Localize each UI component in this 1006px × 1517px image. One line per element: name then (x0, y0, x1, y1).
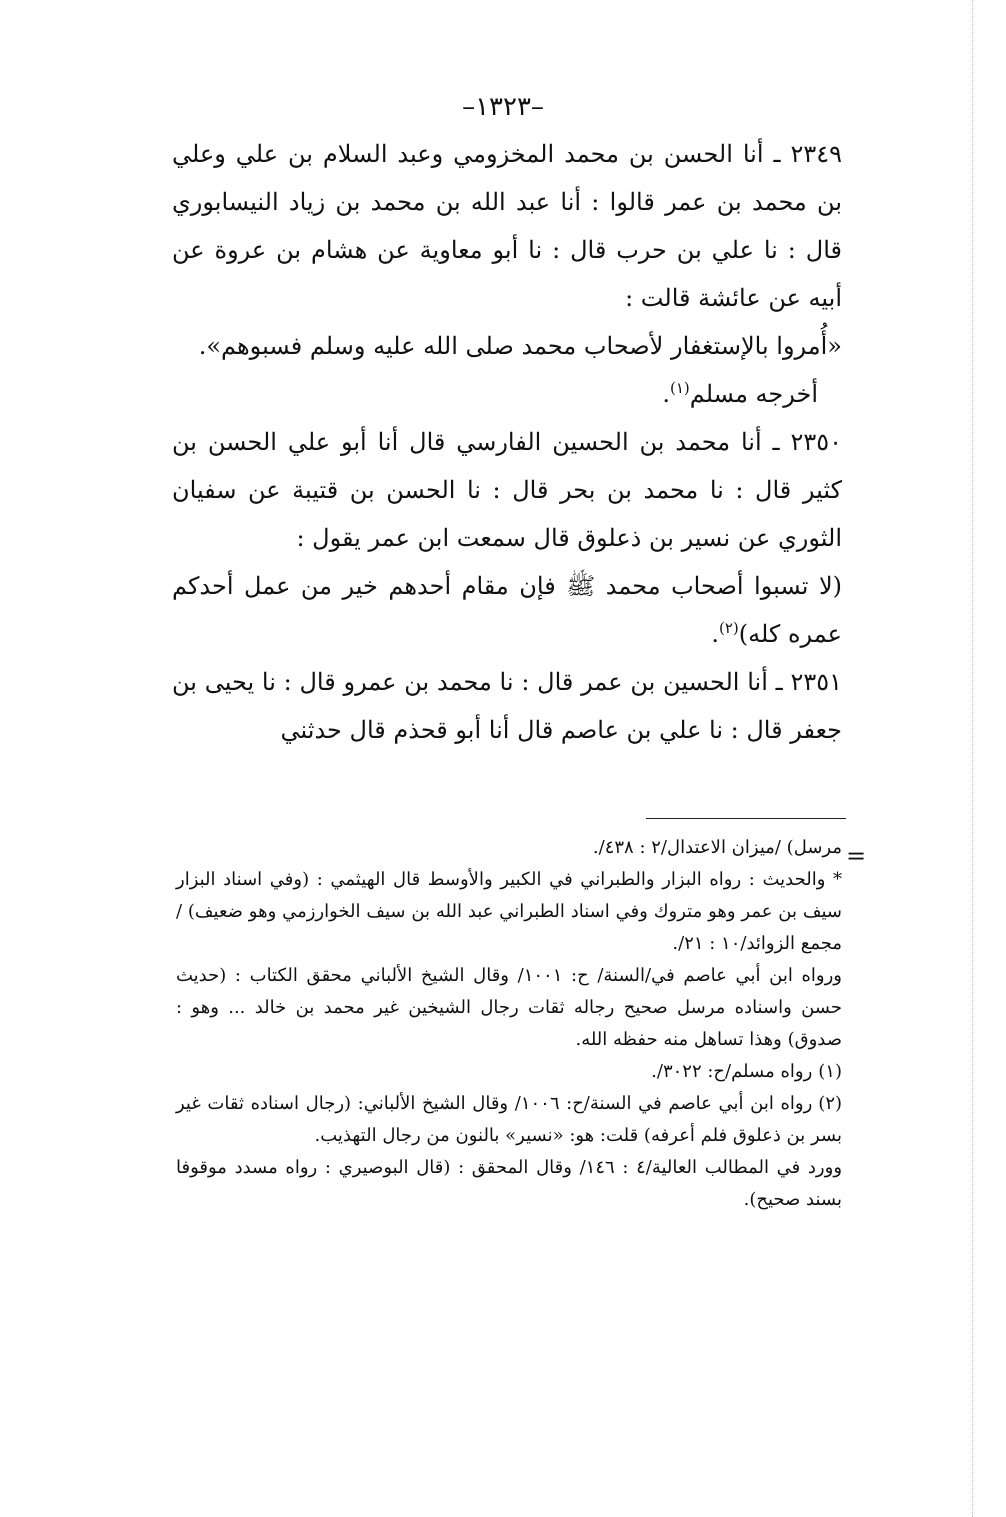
footnote-ref-2[interactable]: (٢) (718, 619, 739, 637)
note-hadith-commentary: * والحديث : رواه البزار والطبراني في الكبير والأوسط قال الهيثمي : (وفي اسناد البزار سيف بن عمر وهو متروك وفي اسناد الطبراني عبد الله بن سيف الخوارزمي وهو ضعيف) /مجمع الزوائد/١٠ : ٢١/. (176, 869, 842, 954)
continuation-mark: = (846, 842, 867, 870)
main-text (172, 130, 842, 754)
footnotes (176, 832, 842, 1216)
hadith-2349-matn: «أُمروا بالإستغفار لأصحاب محمد صلى الله عليه وسلم فسبوهم». (198, 332, 842, 360)
footnote-1 (176, 1056, 842, 1088)
takhrij-tail: . (662, 380, 670, 408)
matn-tail: . (711, 620, 719, 648)
note-continued: مرسل) /ميزان الاعتدال/٢ : ٤٣٨/. (592, 837, 842, 858)
page-number: –١٣٢٣– (462, 92, 544, 122)
hadith-2350: ٢٣٥٠ ـ أنا محمد بن الحسين الفارسي قال أنا أبو علي الحسن بن كثير قال : نا محمد بن بحر قال : نا الحسن بن قتيبة عن سفيان الثوري عن نسير بن ذعلوق قال سمعت ابن عمر يقول : (172, 428, 842, 552)
takhrij-text: أخرجه مسلم (689, 380, 818, 408)
hadith-2351: ٢٣٥١ ـ أنا الحسين بن عمر قال : نا محمد بن عمرو قال : نا يحيى بن جعفر قال : نا علي بن عاصم قال أنا أبو قحذم قال حدثني (172, 668, 842, 744)
footnote-2-text: رواه ابن أبي عاصم في السنة/ح: ١٠٠٦/ وقال الشيخ الألباني: (رجال اسناده ثقات غير بسر بن ذعلوق فلم أعرفه) قلت: هو: «نسير» بالنون من رجال التهذيب. (176, 1093, 842, 1146)
note-matalib: وورد في المطالب العالية/٤ : ١٤٦/ وقال المحقق : (قال البوصيري : رواه مسدد موقوفا بسند صحيح). (176, 1157, 843, 1210)
footnote-2-label: (٢) (818, 1093, 843, 1114)
hadith-2349: ٢٣٤٩ ـ أنا الحسن بن محمد المخزومي وعبد السلام بن علي وعلي بن محمد بن عمر قالوا : أنا عبد الله بن محمد بن زياد النيسابوري قال : نا علي بن حرب قال : نا أبو معاوية عن هشام بن عروة عن أبيه عن عائشة قالت : (172, 140, 842, 312)
hadith-2350-matn (172, 562, 842, 658)
footnote-separator (646, 818, 846, 819)
scan-margin-line (972, 0, 973, 1517)
footnote-2 (176, 1088, 842, 1152)
hadith-2349-takhrij (172, 370, 842, 418)
note-ibn-abi-asim: ورواه ابن أبي عاصم في/السنة/ ح: ١٠٠١/ وقال الشيخ الألباني محقق الكتاب : (حديث حسن واسناده مرسل صحيح رجاله ثقات رجال الشيخين غير محمد بن خالد ... وهو : صدوق) وهذا تساهل منه حفظه الله. (176, 965, 842, 1050)
footnote-ref-1[interactable]: (١) (669, 379, 690, 397)
footnote-1-text: رواه مسلم/ح: ٣٠٢٢/. (651, 1061, 813, 1082)
footnote-1-label: (١) (818, 1061, 842, 1082)
matn-text: (لا تسبوا أصحاب محمد ﷺ فإن مقام أحدهم خير من عمل أحدكم عمره كله) (172, 572, 842, 648)
